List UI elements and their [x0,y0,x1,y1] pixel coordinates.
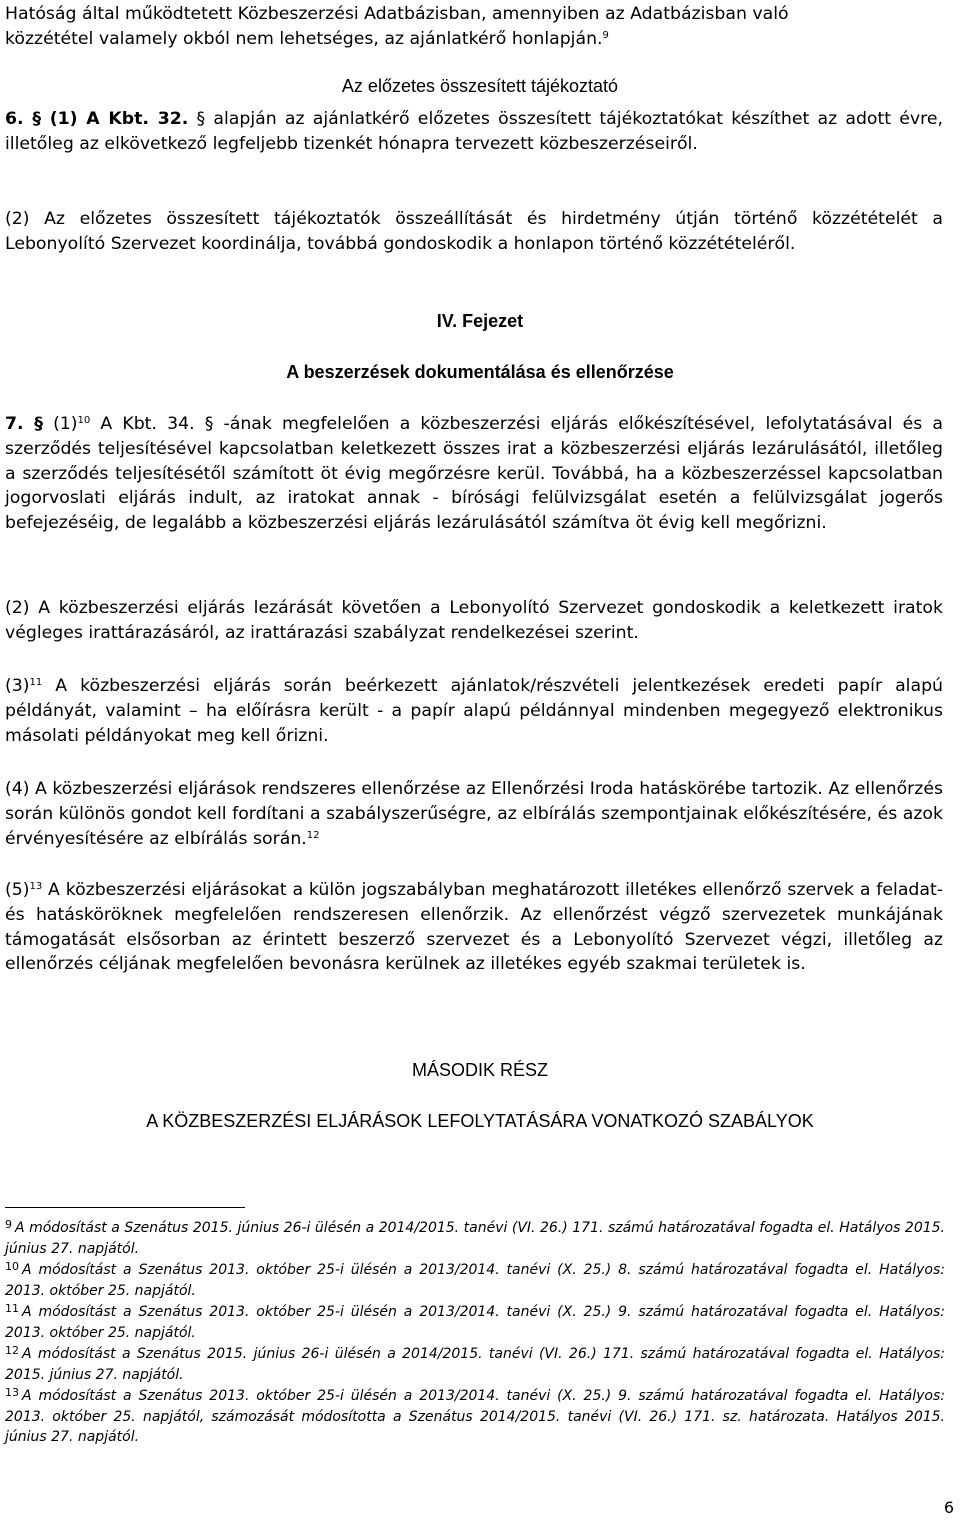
footnote-13-text: A módosítást a Szenátus 2013. október 25-i ülésén a 2013/2014. tanévi (X. 25.) 9. számú határozatával fogadta el. Hatályos: 2013. október 25. napjától, számozását módosította a Szenátus 2014/2015. tanévi (VI. 26.) 171. sz. határozata. Hatályos 2015. június 27. napjától. [5,1388,945,1446]
part-title: MÁSODIK RÉSZ [411,1060,549,1080]
intro-line-2: közzététel valamely okból nem lehetséges, az ajánlatkérő honlapján. [5,28,603,49]
page-number: 6 [943,1498,954,1517]
footnote-ref-11: 11 [29,677,43,688]
section-7-para-1-text: A Kbt. 34. § -ának megfelelően a közbeszerzési eljárás előkészítésével, lefolytatásával és a szerződés teljesítésével kapcsolatban keletkezett összes irat a közbeszerzési eljárás lezárulásától, illetőleg a szerződés teljesítésétől számított öt évig megőrzésre kerül. Továbbá, ha a közbeszerzéssel kapcsolatban jogorvoslati eljárás indult, az iratokat annak - bírósági felülvizsgálat esetén a felülvizsgálat jogerős befejezéséig, de legalább a közbeszerzési eljárás lezárulásától számítva öt évig kell megőrizni. [5,414,944,534]
footnote-10-text: A módosítást a Szenátus 2013. október 25-i ülésén a 2013/2014. tanévi (X. 25.) 8. számú határozatával fogadta el. Hatályos: 2013. október 25. napjától. [5,1262,945,1299]
footnote-ref-13: 13 [29,881,43,892]
section-7-para-5-label: (5) [5,880,30,900]
footnote-ref-10: 10 [77,415,91,426]
section-6-para-2: (2) Az előzetes összesített tájékoztatók összeállítását és hirdetmény útján történő közzétételét a Lebonyolító Szervezet koordinálja, továbbá gondoskodik a honlapon történő közzétételéről. [5,209,943,254]
section-7-para-3 [5,674,943,748]
footnote-12-text: A módosítást a Szenátus 2015. június 26-i ülésén a 2014/2015. tanévi (VI. 26.) 171. számú határozatával fogadta el. Hatályos: 2015. június 27. napjától. [5,1346,945,1383]
chapter-title: IV. Fejezet [436,311,524,331]
footnote-12-number: 12 [5,1344,19,1357]
footnote-ref-9: 9 [602,29,609,41]
intro-line-1: Hatóság által működtetett Közbeszerzési Adatbázisban, amennyiben az Adatbázisban való [5,4,789,24]
part-subtitle: A KÖZBESZERZÉSI ELJÁRÁSOK LEFOLYTATÁSÁRA VONATKOZÓ SZABÁLYOK [146,1111,814,1131]
intro-paragraph [5,2,943,52]
section-7-para-3-label: (3) [5,676,30,696]
section-7-para-1 [5,412,943,536]
footnote-9 [5,1218,945,1259]
footnote-10 [5,1260,945,1301]
section-7-number: 7. § [5,414,43,434]
footnote-ref-12: 12 [306,829,320,841]
heading-prior-notice: Az előzetes összesített tájékoztató [341,76,619,96]
footnote-9-text: A módosítást a Szenátus 2015. június 26-i ülésén a 2014/2015. tanévi (VI. 26.) 171. számú határozatával fogadta el. Hatályos 2015. június 27. napjától. [5,1220,945,1257]
section-7-para-1-label: (1) [53,414,78,434]
section-6-para-1 [5,107,943,157]
section-6-para-1-text: § alapján az ajánlatkérő előzetes összesített tájékoztatókat készíthet az adott évre, illetőleg az elkövetkező legfeljebb tizenkét hónapra tervezett közbeszerzéseiről. [5,109,943,154]
section-6-number: 6. § (1) A Kbt. 32. [5,109,189,129]
footnote-10-number: 10 [5,1260,19,1273]
chapter-subtitle: A beszerzések dokumentálása és ellenőrzése [286,362,674,382]
section-7-para-5-text: A közbeszerzési eljárásokat a külön jogszabályban meghatározott illetékes ellenőrző szervek a feladat- és hatásköröknek megfelelően rendszeresen ellenőrzik. Az ellenőrzést végző szervezetek munkájának támogatását elsősorban az érintett beszerző szervezet és a Lebonyolító Szervezet végzi, illetőleg az ellenőrzés céljának megfelelően bevonásra kerülnek az illetékes egyéb szakmai területek is. [5,880,943,975]
footnote-9-number: 9 [5,1218,12,1231]
footnote-11 [5,1302,945,1343]
section-7-para-4-text: (4) A közbeszerzési eljárások rendszeres ellenőrzése az Ellenőrzési Iroda hatáskörébe tartozik. Az ellenőrzés során különös gondot kell fordítani a szabályszerűségre, az elbírálás szempontjainak előkészítésére, és azok érvényesítésére az elbírálás során. [5,779,943,849]
section-7-para-2: (2) A közbeszerzési eljárás lezárását követően a Lebonyolító Szervezet gondoskodik a keletkezett iratok végleges irattárazásáról, az irattárazási szabályzat rendelkezései szerint. [5,598,943,643]
section-7-para-5 [5,878,943,977]
footnote-13-number: 13 [5,1386,19,1399]
footnote-12 [5,1344,945,1385]
footnote-13 [5,1386,945,1448]
footnote-11-number: 11 [5,1302,19,1315]
section-7-para-4 [5,777,943,851]
footnote-separator [5,1207,245,1208]
section-7-para-3-text: A közbeszerzési eljárás során beérkezett ajánlatok/részvételi jelentkezések eredeti papír alapú példányát, valamint – ha előírásra került - a papír alapú példánnyal mindenben megegyező elektronikus másolati példányokat meg kell őrizni. [5,676,943,746]
footnote-11-text: A módosítást a Szenátus 2013. október 25-i ülésén a 2013/2014. tanévi (X. 25.) 9. számú határozatával fogadta el. Hatályos: 2013. október 25. napjától. [5,1304,945,1341]
